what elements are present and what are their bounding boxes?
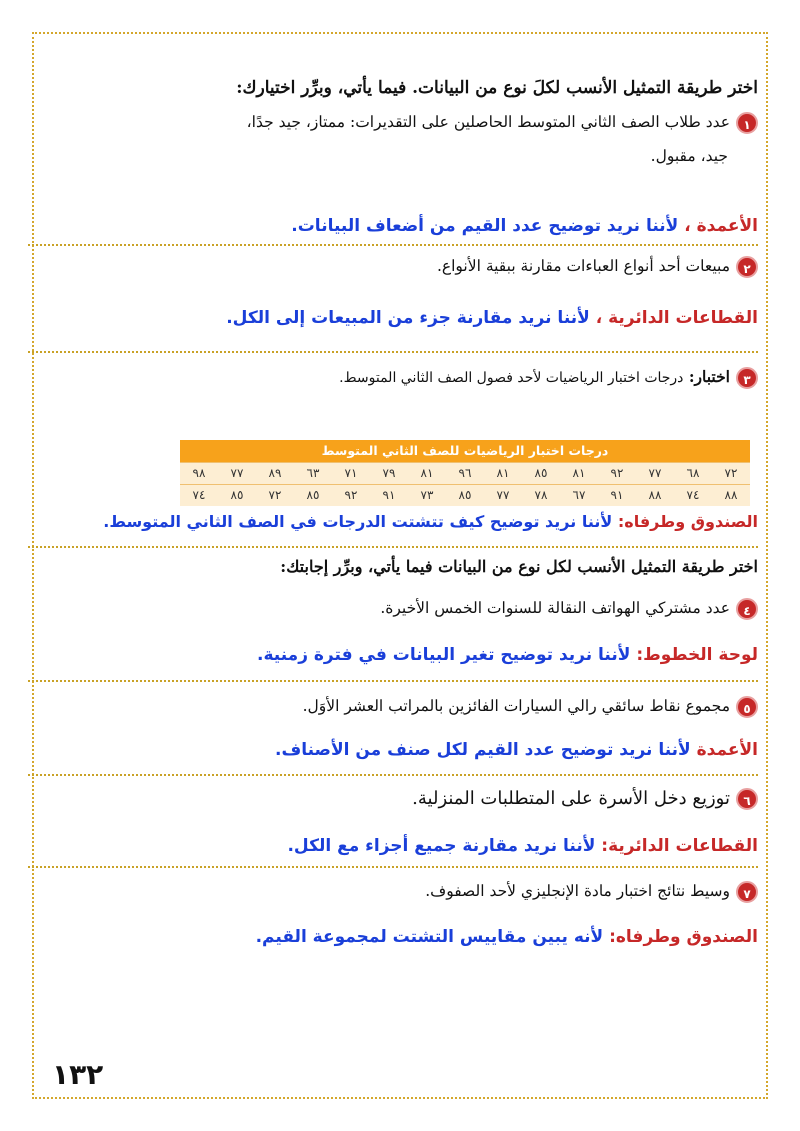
- table-cell: ٧٩: [382, 466, 396, 480]
- answer-6-explanation: لأننا نريد مقارنة جميع أجزاء مع الكل.: [287, 836, 596, 856]
- instruction-1: اختر طريقة التمثيل الأنسب لكلَ نوع من البيانات. فيما يأتي، وبرِّر اختيارك:: [236, 78, 758, 98]
- table-row: [180, 484, 750, 506]
- table-cell: ٩٢: [344, 488, 358, 502]
- question-1-line-1: عدد طلاب الصف الثاني المتوسط الحاصلين على التقديرات: ممتاز، جيد جدًا،: [246, 113, 730, 131]
- question-3-text: درجات اختبار الرياضيات لأحد فصول الصف الثاني المتوسط.: [339, 370, 684, 386]
- answer-1-explanation: لأننا نريد توضيح عدد القيم من أضعاف البيانات.: [291, 216, 679, 236]
- answer-2: [38, 303, 758, 333]
- question-7-text: وسيط نتائج اختبار مادة الإنجليزي لأحد الصفوف.: [425, 882, 730, 900]
- answer-4-key: لوحة الخطوط:: [630, 645, 758, 665]
- table-cell: ٨٥: [306, 488, 320, 502]
- table-cell: ٩٨: [192, 466, 206, 480]
- question-number-5: ٥: [736, 696, 758, 718]
- answer-3-key: الصندوق وطرفاه:: [612, 512, 758, 531]
- answer-6-key: القطاعات الدائرية:: [595, 836, 758, 856]
- table-title: درجات اختبار الرياضيات للصف الثاني المتوسط: [180, 440, 750, 462]
- question-number-4: ٤: [736, 598, 758, 620]
- table-row: [180, 462, 750, 484]
- question-2-text: مبيعات أحد أنواع العباءات مقارنة ببقية الأنواع.: [436, 257, 730, 275]
- table-cell: ٨١: [496, 466, 510, 480]
- divider: [28, 546, 758, 548]
- question-7: [38, 875, 758, 908]
- divider: [28, 351, 758, 353]
- question-4: [38, 592, 758, 625]
- table-cell: ٧١: [344, 466, 358, 480]
- table-cell: ٨٩: [268, 466, 282, 480]
- table-cell: ٨١: [572, 466, 586, 480]
- answer-7-key: الصندوق وطرفاه:: [603, 927, 758, 947]
- question-3: [38, 360, 758, 395]
- table-cell: ٧٨: [534, 488, 548, 502]
- answer-1-key: الأعمدة ،: [678, 216, 758, 236]
- answer-5-explanation: لأننا نريد توضيح عدد القيم لكل صنف من الأصناف.: [274, 740, 691, 760]
- table-cell: ٧٢: [724, 466, 738, 480]
- question-number-3: ٣: [736, 367, 758, 389]
- table-cell: ٨٥: [534, 466, 548, 480]
- table-cell: ٦٧: [572, 488, 586, 502]
- table-cell: ٩١: [610, 488, 624, 502]
- table-cell: ٧٤: [686, 488, 700, 502]
- answer-3-explanation: لأننا نريد توضيح كيف تتشتت الدرجات في الصف الثاني المتوسط.: [103, 512, 613, 531]
- question-5-text: مجموع نقاط سائقي رالي السيارات الفائزين بالمراتب العشر الأوَل.: [302, 697, 730, 715]
- table-cell: ٨٨: [724, 488, 738, 502]
- answer-4-explanation: لأننا نريد توضيح تغير البيانات في فترة زمنية.: [257, 645, 631, 665]
- question-3-label: اختبار:: [683, 367, 730, 386]
- answer-4: [38, 640, 758, 670]
- table-cell: ٩١: [382, 488, 396, 502]
- instruction-2: اختر طريقة التمثيل الأنسب لكل نوع من البيانات فيما يأتي، وبرِّر إجابتك:: [280, 557, 758, 576]
- question-1-line-2: جيد، مقبول.: [650, 147, 728, 165]
- page-number: ١٣٢: [52, 1058, 104, 1091]
- divider: [28, 866, 758, 868]
- answer-7: [38, 922, 758, 952]
- table-cell: ٧٣: [420, 488, 434, 502]
- question-number-7: ٧: [736, 881, 758, 903]
- question-4-text: عدد مشتركي الهواتف النقالة للسنوات الخمس الأخيرة.: [380, 599, 730, 617]
- answer-1: [38, 211, 758, 241]
- question-6-text: توزيع دخل الأسرة على المتطلبات المنزلية.: [412, 788, 730, 809]
- answer-3: [38, 507, 758, 537]
- answer-6: [38, 831, 758, 861]
- answer-2-explanation: لأننا نريد مقارنة جزء من المبيعات إلى الكل.: [226, 308, 590, 328]
- answer-5: [38, 735, 758, 765]
- question-6: [38, 782, 758, 815]
- divider: [28, 680, 758, 682]
- table-cell: ٧٧: [230, 466, 244, 480]
- question-5: [38, 690, 758, 723]
- table-cell: ٩٦: [458, 466, 472, 480]
- table-cell: ٨٥: [230, 488, 244, 502]
- answer-7-explanation: لأنه يبين مقاييس التشتت لمجموعة القيم.: [255, 927, 604, 947]
- question-number-6: ٦: [736, 788, 758, 810]
- table-cell: ٨١: [420, 466, 434, 480]
- table-cell: ٩٢: [610, 466, 624, 480]
- table-cell: ٦٣: [306, 466, 320, 480]
- question-number-1: ١: [736, 112, 758, 134]
- question-1: [38, 106, 758, 139]
- divider: [28, 774, 758, 776]
- table-cell: ٧٧: [648, 466, 662, 480]
- table-cell: ٧٢: [268, 488, 282, 502]
- divider: [28, 244, 758, 246]
- table-cell: ٨٥: [458, 488, 472, 502]
- table-cell: ٦٨: [686, 466, 700, 480]
- answer-2-key: القطاعات الدائرية ،: [589, 308, 758, 328]
- question-number-2: ٢: [736, 256, 758, 278]
- table-cell: ٨٨: [648, 488, 662, 502]
- scores-table: [180, 440, 750, 506]
- answer-5-key: الأعمدة: [690, 740, 758, 760]
- table-cell: ٧٧: [496, 488, 510, 502]
- table-cell: ٧٤: [192, 488, 206, 502]
- question-2: [38, 250, 758, 283]
